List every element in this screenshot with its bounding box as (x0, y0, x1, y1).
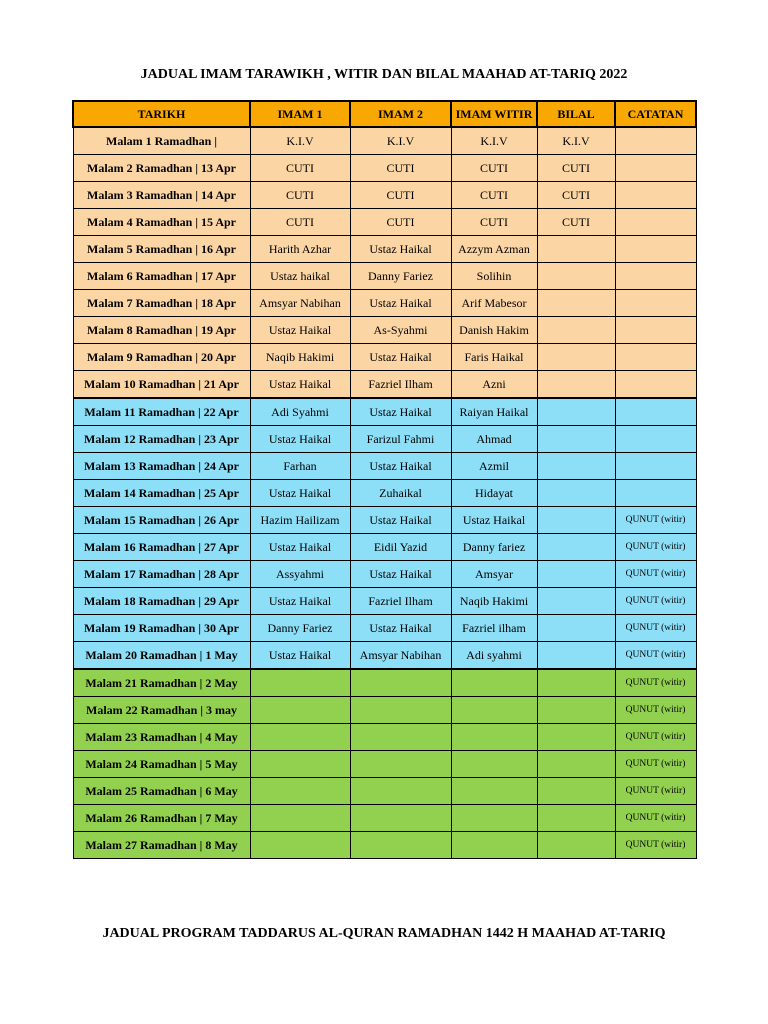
cell-bilal (537, 344, 615, 371)
schedule-table (72, 100, 697, 859)
table-row (73, 724, 696, 751)
cell-imam-witir: K.I.V (451, 127, 537, 155)
cell-imam-2 (350, 669, 451, 697)
table-header (73, 101, 696, 127)
cell-imam-witir: CUTI (451, 182, 537, 209)
cell-tarikh: Malam 19 Ramadhan | 30 Apr (73, 615, 250, 642)
cell-bilal (537, 236, 615, 263)
cell-imam-witir: Arif Mabesor (451, 290, 537, 317)
cell-bilal (537, 453, 615, 480)
cell-tarikh: Malam 5 Ramadhan | 16 Apr (73, 236, 250, 263)
cell-bilal (537, 480, 615, 507)
cell-imam-2: Zuhaikal (350, 480, 451, 507)
cell-tarikh: Malam 2 Ramadhan | 13 Apr (73, 155, 250, 182)
cell-tarikh: Malam 27 Ramadhan | 8 May (73, 832, 250, 859)
page-title: JADUAL IMAM TARAWIKH , WITIR DAN BILAL MAAHAD AT-TARIQ 2022 (140, 67, 628, 82)
cell-imam-1: Adi Syahmi (250, 398, 350, 426)
cell-tarikh: Malam 26 Ramadhan | 7 May (73, 805, 250, 832)
table-row (73, 534, 696, 561)
cell-imam-1: Assyahmi (250, 561, 350, 588)
cell-catatan: QUNUT (witir) (615, 588, 696, 615)
cell-tarikh: Malam 8 Ramadhan | 19 Apr (73, 317, 250, 344)
cell-catatan (615, 317, 696, 344)
cell-catatan (615, 371, 696, 399)
cell-bilal (537, 263, 615, 290)
cell-imam-1: CUTI (250, 155, 350, 182)
cell-imam-witir: Azni (451, 371, 537, 399)
cell-imam-2 (350, 805, 451, 832)
cell-bilal (537, 561, 615, 588)
table-row (73, 669, 696, 697)
cell-imam-witir: Ahmad (451, 426, 537, 453)
cell-bilal: CUTI (537, 209, 615, 236)
cell-imam-2: Ustaz Haikal (350, 561, 451, 588)
cell-imam-witir: Hidayat (451, 480, 537, 507)
cell-bilal (537, 317, 615, 344)
cell-catatan (615, 480, 696, 507)
table-row (73, 127, 696, 155)
cell-catatan: QUNUT (witir) (615, 669, 696, 697)
cell-imam-witir: Solihin (451, 263, 537, 290)
cell-imam-1: Farhan (250, 453, 350, 480)
cell-catatan (615, 344, 696, 371)
table-row (73, 398, 696, 426)
cell-imam-2: Ustaz Haikal (350, 398, 451, 426)
cell-imam-witir (451, 697, 537, 724)
cell-bilal (537, 805, 615, 832)
cell-catatan (615, 398, 696, 426)
cell-catatan (615, 426, 696, 453)
cell-imam-2: CUTI (350, 155, 451, 182)
cell-imam-witir (451, 751, 537, 778)
cell-imam-witir (451, 832, 537, 859)
table-row (73, 588, 696, 615)
header-catatan: CATATAN (615, 101, 696, 127)
cell-bilal (537, 778, 615, 805)
cell-bilal (537, 697, 615, 724)
cell-imam-witir: Azzym Azman (451, 236, 537, 263)
cell-catatan: QUNUT (witir) (615, 724, 696, 751)
cell-tarikh: Malam 6 Ramadhan | 17 Apr (73, 263, 250, 290)
cell-imam-2 (350, 724, 451, 751)
cell-imam-2: Eidil Yazid (350, 534, 451, 561)
cell-bilal: K.I.V (537, 127, 615, 155)
cell-imam-2 (350, 697, 451, 724)
cell-imam-witir (451, 805, 537, 832)
table-row (73, 290, 696, 317)
table-row (73, 263, 696, 290)
cell-tarikh: Malam 13 Ramadhan | 24 Apr (73, 453, 250, 480)
cell-imam-witir: CUTI (451, 155, 537, 182)
cell-imam-witir (451, 724, 537, 751)
cell-catatan: QUNUT (witir) (615, 615, 696, 642)
cell-tarikh: Malam 10 Ramadhan | 21 Apr (73, 371, 250, 399)
cell-imam-2: K.I.V (350, 127, 451, 155)
cell-tarikh: Malam 15 Ramadhan | 26 Apr (73, 507, 250, 534)
cell-catatan: QUNUT (witir) (615, 561, 696, 588)
cell-imam-1: CUTI (250, 182, 350, 209)
header-row (73, 101, 696, 127)
cell-imam-2: Fazriel Ilham (350, 371, 451, 399)
cell-imam-1: Harith Azhar (250, 236, 350, 263)
cell-catatan (615, 263, 696, 290)
cell-catatan (615, 127, 696, 155)
cell-imam-witir: CUTI (451, 209, 537, 236)
cell-imam-1: Amsyar Nabihan (250, 290, 350, 317)
cell-imam-witir: Naqib Hakimi (451, 588, 537, 615)
cell-imam-2: Danny Fariez (350, 263, 451, 290)
cell-imam-1: Ustaz haikal (250, 263, 350, 290)
header-imam-2: IMAM 2 (350, 101, 451, 127)
cell-tarikh: Malam 11 Ramadhan | 22 Apr (73, 398, 250, 426)
table-row (73, 155, 696, 182)
cell-imam-1: Danny Fariez (250, 615, 350, 642)
table-row (73, 615, 696, 642)
cell-imam-1 (250, 669, 350, 697)
cell-imam-witir: Faris Haikal (451, 344, 537, 371)
cell-tarikh: Malam 3 Ramadhan | 14 Apr (73, 182, 250, 209)
cell-imam-witir: Ustaz Haikal (451, 507, 537, 534)
cell-catatan (615, 209, 696, 236)
cell-bilal (537, 669, 615, 697)
cell-imam-2: Ustaz Haikal (350, 615, 451, 642)
cell-bilal (537, 507, 615, 534)
table-row (73, 832, 696, 859)
cell-imam-1: Ustaz Haikal (250, 642, 350, 670)
cell-bilal (537, 588, 615, 615)
cell-bilal (537, 426, 615, 453)
cell-bilal (537, 534, 615, 561)
cell-tarikh: Malam 7 Ramadhan | 18 Apr (73, 290, 250, 317)
cell-tarikh: Malam 14 Ramadhan | 25 Apr (73, 480, 250, 507)
table-row (73, 182, 696, 209)
cell-imam-1: Ustaz Haikal (250, 588, 350, 615)
cell-tarikh: Malam 9 Ramadhan | 20 Apr (73, 344, 250, 371)
cell-imam-1: Ustaz Haikal (250, 426, 350, 453)
table-row (73, 480, 696, 507)
cell-catatan: QUNUT (witir) (615, 507, 696, 534)
cell-imam-1: CUTI (250, 209, 350, 236)
table-row (73, 236, 696, 263)
cell-imam-1: Ustaz Haikal (250, 480, 350, 507)
cell-tarikh: Malam 23 Ramadhan | 4 May (73, 724, 250, 751)
cell-imam-1: K.I.V (250, 127, 350, 155)
cell-imam-witir: Adi syahmi (451, 642, 537, 670)
cell-bilal (537, 642, 615, 670)
table-body (73, 127, 696, 859)
cell-tarikh: Malam 24 Ramadhan | 5 May (73, 751, 250, 778)
cell-catatan (615, 155, 696, 182)
table-row (73, 561, 696, 588)
cell-imam-1: Ustaz Haikal (250, 371, 350, 399)
cell-tarikh: Malam 18 Ramadhan | 29 Apr (73, 588, 250, 615)
cell-imam-1 (250, 832, 350, 859)
cell-imam-2: Ustaz Haikal (350, 236, 451, 263)
cell-catatan: QUNUT (witir) (615, 642, 696, 670)
table-row (73, 371, 696, 399)
cell-imam-witir: Danish Hakim (451, 317, 537, 344)
cell-tarikh: Malam 20 Ramadhan | 1 May (73, 642, 250, 670)
cell-imam-1 (250, 805, 350, 832)
table-row (73, 453, 696, 480)
cell-imam-2 (350, 751, 451, 778)
cell-imam-1 (250, 724, 350, 751)
cell-tarikh: Malam 12 Ramadhan | 23 Apr (73, 426, 250, 453)
cell-bilal (537, 832, 615, 859)
cell-imam-witir (451, 669, 537, 697)
cell-imam-2 (350, 778, 451, 805)
cell-imam-1 (250, 751, 350, 778)
cell-imam-1: Naqib Hakimi (250, 344, 350, 371)
table-row (73, 426, 696, 453)
cell-bilal (537, 290, 615, 317)
table-row (73, 778, 696, 805)
cell-catatan (615, 290, 696, 317)
cell-imam-1: Hazim Hailizam (250, 507, 350, 534)
cell-imam-witir (451, 778, 537, 805)
table-row (73, 697, 696, 724)
cell-catatan: QUNUT (witir) (615, 778, 696, 805)
cell-imam-2: As-Syahmi (350, 317, 451, 344)
cell-bilal: CUTI (537, 155, 615, 182)
cell-tarikh: Malam 17 Ramadhan | 28 Apr (73, 561, 250, 588)
cell-imam-witir: Raiyan Haikal (451, 398, 537, 426)
cell-tarikh: Malam 1 Ramadhan | (73, 127, 250, 155)
header-tarikh: TARIKH (73, 101, 250, 127)
cell-catatan: QUNUT (witir) (615, 697, 696, 724)
cell-bilal (537, 371, 615, 399)
cell-catatan: QUNUT (witir) (615, 534, 696, 561)
table-row (73, 317, 696, 344)
header-imam-1: IMAM 1 (250, 101, 350, 127)
cell-bilal (537, 724, 615, 751)
cell-imam-witir: Amsyar (451, 561, 537, 588)
cell-catatan: QUNUT (witir) (615, 832, 696, 859)
cell-imam-1 (250, 778, 350, 805)
cell-tarikh: Malam 22 Ramadhan | 3 may (73, 697, 250, 724)
cell-imam-2: Farizul Fahmi (350, 426, 451, 453)
table-row (73, 805, 696, 832)
cell-catatan (615, 182, 696, 209)
cell-imam-1 (250, 697, 350, 724)
section-title: JADUAL PROGRAM TADDARUS AL-QURAN RAMADHAN 1442 H MAAHAD AT-TARIQ (102, 926, 666, 941)
cell-tarikh: Malam 16 Ramadhan | 27 Apr (73, 534, 250, 561)
cell-imam-1: Ustaz Haikal (250, 317, 350, 344)
cell-catatan: QUNUT (witir) (615, 751, 696, 778)
cell-tarikh: Malam 21 Ramadhan | 2 May (73, 669, 250, 697)
cell-imam-2: Fazriel Ilham (350, 588, 451, 615)
cell-imam-2: Amsyar Nabihan (350, 642, 451, 670)
cell-catatan (615, 453, 696, 480)
table-row (73, 507, 696, 534)
cell-bilal (537, 615, 615, 642)
cell-imam-1: Ustaz Haikal (250, 534, 350, 561)
cell-imam-2: CUTI (350, 182, 451, 209)
table-row (73, 209, 696, 236)
table-row (73, 751, 696, 778)
cell-imam-witir: Danny fariez (451, 534, 537, 561)
cell-imam-2: CUTI (350, 209, 451, 236)
cell-catatan: QUNUT (witir) (615, 805, 696, 832)
cell-imam-witir: Fazriel ilham (451, 615, 537, 642)
cell-catatan (615, 236, 696, 263)
cell-imam-2: Ustaz Haikal (350, 344, 451, 371)
cell-tarikh: Malam 25 Ramadhan | 6 May (73, 778, 250, 805)
cell-imam-2 (350, 832, 451, 859)
header-bilal: BILAL (537, 101, 615, 127)
cell-bilal (537, 398, 615, 426)
cell-bilal (537, 751, 615, 778)
cell-tarikh: Malam 4 Ramadhan | 15 Apr (73, 209, 250, 236)
cell-imam-witir: Azmil (451, 453, 537, 480)
header-imam-witir: IMAM WITIR (451, 101, 537, 127)
cell-imam-2: Ustaz Haikal (350, 507, 451, 534)
cell-bilal: CUTI (537, 182, 615, 209)
table-row (73, 344, 696, 371)
cell-imam-2: Ustaz Haikal (350, 453, 451, 480)
cell-imam-2: Ustaz Haikal (350, 290, 451, 317)
table-row (73, 642, 696, 670)
